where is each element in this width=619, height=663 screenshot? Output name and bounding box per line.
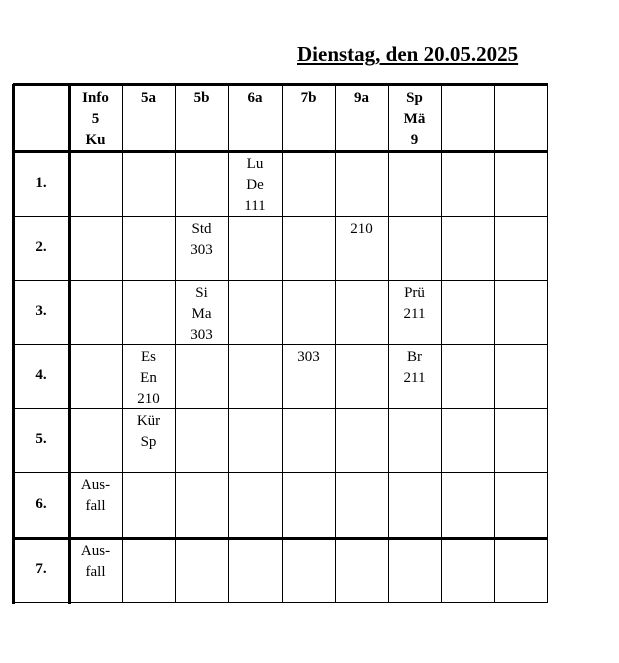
timetable-cell [494, 219, 548, 279]
column-header: 7b [300, 90, 317, 106]
timetable-cell [122, 541, 175, 601]
grid-hline [13, 216, 548, 217]
timetable-cell [494, 283, 548, 343]
timetable-cell [494, 475, 548, 537]
column-header: 5a [141, 90, 156, 106]
grid-hline [13, 344, 548, 345]
timetable-cell: 210 [350, 221, 373, 237]
timetable-cell [441, 347, 494, 407]
timetable-cell [388, 154, 441, 215]
column-header: Info 5 Ku [82, 90, 109, 148]
timetable-cell [441, 475, 494, 537]
timetable-cell [69, 347, 122, 407]
timetable-cell [494, 541, 548, 601]
period-label: 1. [35, 174, 47, 191]
timetable-cell [335, 475, 388, 537]
timetable-cell [69, 411, 122, 471]
grid-vline-left [12, 84, 15, 604]
period-label: 6. [35, 496, 47, 512]
timetable-cell: 303 [297, 349, 320, 365]
timetable-cell: Br 211 [403, 349, 426, 386]
timetable-cell [122, 154, 175, 215]
page-title: Dienstag, den 20.05.2025 [297, 42, 519, 66]
timetable-cell [441, 541, 494, 601]
timetable-cell [122, 475, 175, 537]
timetable-cell [175, 411, 228, 471]
grid-hline [13, 408, 548, 409]
column-header: 5b [193, 90, 210, 106]
period-label: 3. [35, 303, 47, 319]
column-header [441, 88, 494, 149]
timetable-cell [441, 411, 494, 471]
timetable-cell: Std 303 [190, 221, 213, 258]
timetable-cell: Es En 210 [137, 349, 160, 407]
timetable-cell [228, 411, 282, 471]
grid-hline [13, 602, 548, 603]
timetable-cell [335, 347, 388, 407]
column-header: 9a [354, 90, 369, 106]
timetable-cell [335, 411, 388, 471]
timetable-cell [441, 154, 494, 215]
grid-hline [13, 280, 548, 281]
timetable-cell [175, 347, 228, 407]
timetable-cell [388, 219, 441, 279]
timetable-cell [282, 219, 335, 279]
timetable-cell [175, 154, 228, 215]
grid-hline [13, 150, 548, 153]
timetable-cell [228, 347, 282, 407]
timetable-cell [228, 541, 282, 601]
timetable-cell [441, 219, 494, 279]
period-label: 2. [35, 239, 47, 255]
timetable-cell [122, 219, 175, 279]
timetable-cell: Lu De 111 [244, 156, 266, 214]
column-header [494, 88, 548, 149]
timetable-cell [335, 154, 388, 215]
timetable-cell [228, 283, 282, 343]
timetable-cell [282, 283, 335, 343]
timetable-cell [228, 475, 282, 537]
timetable-cell [441, 283, 494, 343]
grid-hline [13, 472, 548, 473]
period-label: 7. [35, 561, 47, 577]
timetable-cell [282, 541, 335, 601]
timetable-cell [335, 541, 388, 601]
timetable-cell: Aus- fall [80, 543, 111, 580]
timetable-cell [228, 219, 282, 279]
timetable-cell: Si Ma 303 [190, 285, 213, 343]
timetable-cell [69, 154, 122, 215]
column-header: Sp Mä 9 [403, 90, 426, 148]
timetable-cell [388, 411, 441, 471]
timetable-cell [175, 475, 228, 537]
period-label: 4. [35, 367, 47, 383]
timetable-cell [122, 283, 175, 343]
timetable-cell [69, 219, 122, 279]
timetable-cell [494, 347, 548, 407]
timetable-cell [282, 411, 335, 471]
timetable-cell [175, 541, 228, 601]
timetable-cell: Kür Sp [136, 413, 161, 450]
grid-hline [13, 537, 548, 540]
timetable-cell [388, 475, 441, 537]
timetable-cell [388, 541, 441, 601]
timetable-cell [282, 475, 335, 537]
timetable-cell: Aus- fall [80, 477, 111, 514]
grid-corner [546, 83, 548, 86]
timetable-cell: Prü 211 [403, 285, 426, 322]
timetable-cell [494, 154, 548, 215]
period-label: 5. [35, 431, 47, 447]
timetable-cell [335, 283, 388, 343]
timetable-cell [69, 283, 122, 343]
column-header: 6a [247, 90, 263, 106]
timetable-cell [282, 154, 335, 215]
grid-hline [13, 83, 548, 86]
timetable-cell [494, 411, 548, 471]
